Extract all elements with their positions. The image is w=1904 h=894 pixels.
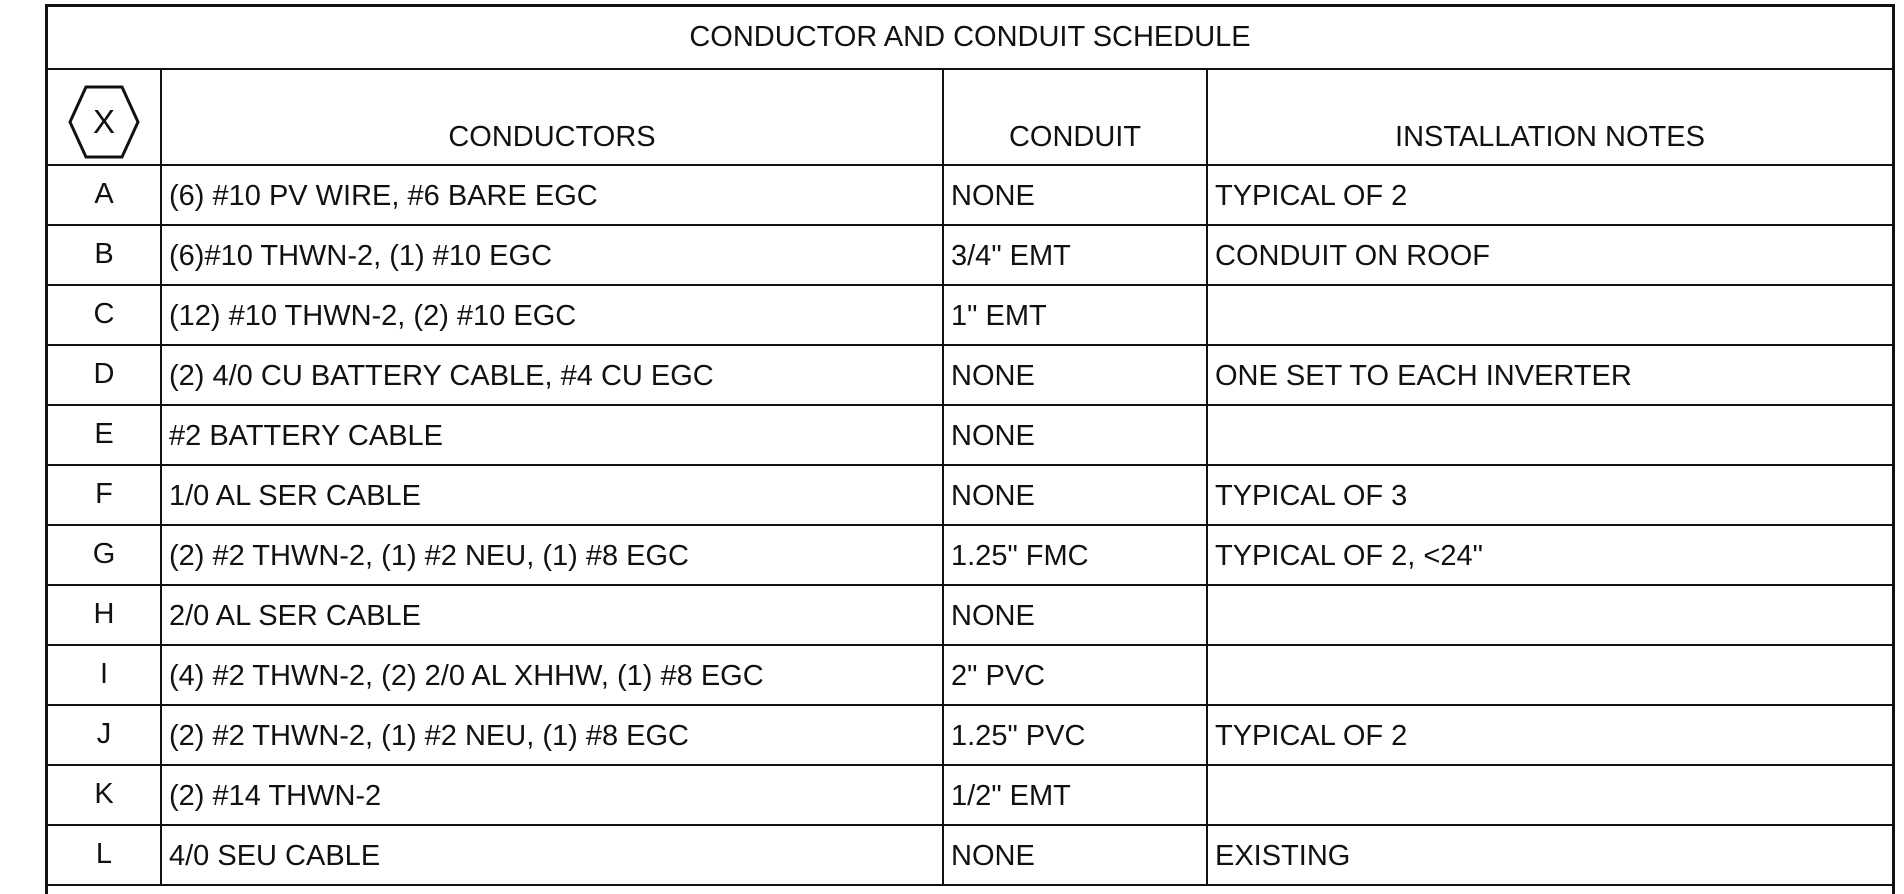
- table-row: [48, 646, 1892, 706]
- row-key: C: [48, 286, 162, 344]
- header-installation-notes: INSTALLATION NOTES: [1395, 121, 1705, 153]
- row-installation-notes: TYPICAL OF 2, <24": [1215, 540, 1483, 572]
- row-installation-notes: [1208, 406, 1892, 464]
- row-conduit: NONE: [944, 346, 1208, 404]
- table-row: [48, 826, 1892, 886]
- table-row: [48, 226, 1892, 286]
- row-conductors: (4) #2 THWN-2, (2) 2/0 AL XHHW, (1) #8 EGC: [162, 646, 944, 704]
- row-key: A: [48, 166, 162, 224]
- row-key: K: [48, 766, 162, 824]
- row-conductors: 2/0 AL SER CABLE: [162, 586, 944, 644]
- row-conduit: NONE: [944, 406, 1208, 464]
- row-installation-notes: [1208, 766, 1892, 824]
- header-row: [48, 68, 1892, 166]
- row-conductors: #2 BATTERY CABLE: [162, 406, 944, 464]
- table-row: [48, 286, 1892, 346]
- row-conduit: 1.25" FMC: [944, 526, 1208, 584]
- header-conduit: CONDUIT: [944, 68, 1208, 164]
- row-key: L: [48, 826, 162, 884]
- row-conductors: (12) #10 THWN-2, (2) #10 EGC: [162, 286, 944, 344]
- row-conductors: (2) #14 THWN-2: [162, 766, 944, 824]
- row-conductors: (2) 4/0 CU BATTERY CABLE, #4 CU EGC: [162, 346, 944, 404]
- row-conduit: NONE: [944, 826, 1208, 884]
- row-conduit: 1" EMT: [944, 286, 1208, 344]
- row-conduit: NONE: [944, 466, 1208, 524]
- row-conduit: 3/4" EMT: [944, 226, 1208, 284]
- row-conduit: NONE: [944, 166, 1208, 224]
- row-conduit: NONE: [944, 586, 1208, 644]
- schedule-grid: [48, 68, 1892, 886]
- row-key: I: [48, 646, 162, 704]
- row-installation-notes: CONDUIT ON ROOF: [1215, 240, 1490, 272]
- row-conduit: 1/2" EMT: [944, 766, 1208, 824]
- row-key: H: [48, 586, 162, 644]
- row-key: E: [48, 406, 162, 464]
- row-conduit: 1.25" PVC: [944, 706, 1208, 764]
- row-key: J: [48, 706, 162, 764]
- hexagon-tag-letter: X: [92, 103, 116, 140]
- row-installation-notes: EXISTING: [1215, 840, 1351, 872]
- table-row: [48, 166, 1892, 226]
- row-key: D: [48, 346, 162, 404]
- row-key: F: [48, 466, 162, 524]
- hexagon-tag-icon: [68, 84, 140, 160]
- row-installation-notes: TYPICAL OF 2: [1215, 720, 1408, 752]
- table-row: [48, 706, 1892, 766]
- row-installation-notes: [1208, 286, 1892, 344]
- conductor-conduit-schedule-table: [45, 4, 1895, 894]
- row-conductors: (2) #2 THWN-2, (1) #2 NEU, (1) #8 EGC: [162, 526, 944, 584]
- row-conduit: 2" PVC: [944, 646, 1208, 704]
- row-conductors: (6)#10 THWN-2, (1) #10 EGC: [162, 226, 944, 284]
- row-key: B: [48, 226, 162, 284]
- row-installation-notes: [1208, 646, 1892, 704]
- row-conductors: 1/0 AL SER CABLE: [162, 466, 944, 524]
- row-key: G: [48, 526, 162, 584]
- row-installation-notes: TYPICAL OF 3: [1215, 480, 1408, 512]
- row-conductors: (6) #10 PV WIRE, #6 BARE EGC: [162, 166, 944, 224]
- row-installation-notes: TYPICAL OF 2: [1215, 180, 1408, 212]
- table-row: [48, 466, 1892, 526]
- table-row: [48, 586, 1892, 646]
- header-conductors: CONDUCTORS: [162, 68, 944, 164]
- row-installation-notes: ONE SET TO EACH INVERTER: [1215, 360, 1632, 392]
- header-key-cell: [48, 68, 162, 164]
- row-conductors: (2) #2 THWN-2, (1) #2 NEU, (1) #8 EGC: [162, 706, 944, 764]
- table-row: [48, 406, 1892, 466]
- schedule-rows: [48, 166, 1892, 886]
- table-title: CONDUCTOR AND CONDUIT SCHEDULE: [48, 7, 1892, 70]
- table-row: [48, 766, 1892, 826]
- row-installation-notes: [1208, 586, 1892, 644]
- table-row: [48, 346, 1892, 406]
- table-row: [48, 526, 1892, 586]
- row-conductors: 4/0 SEU CABLE: [162, 826, 944, 884]
